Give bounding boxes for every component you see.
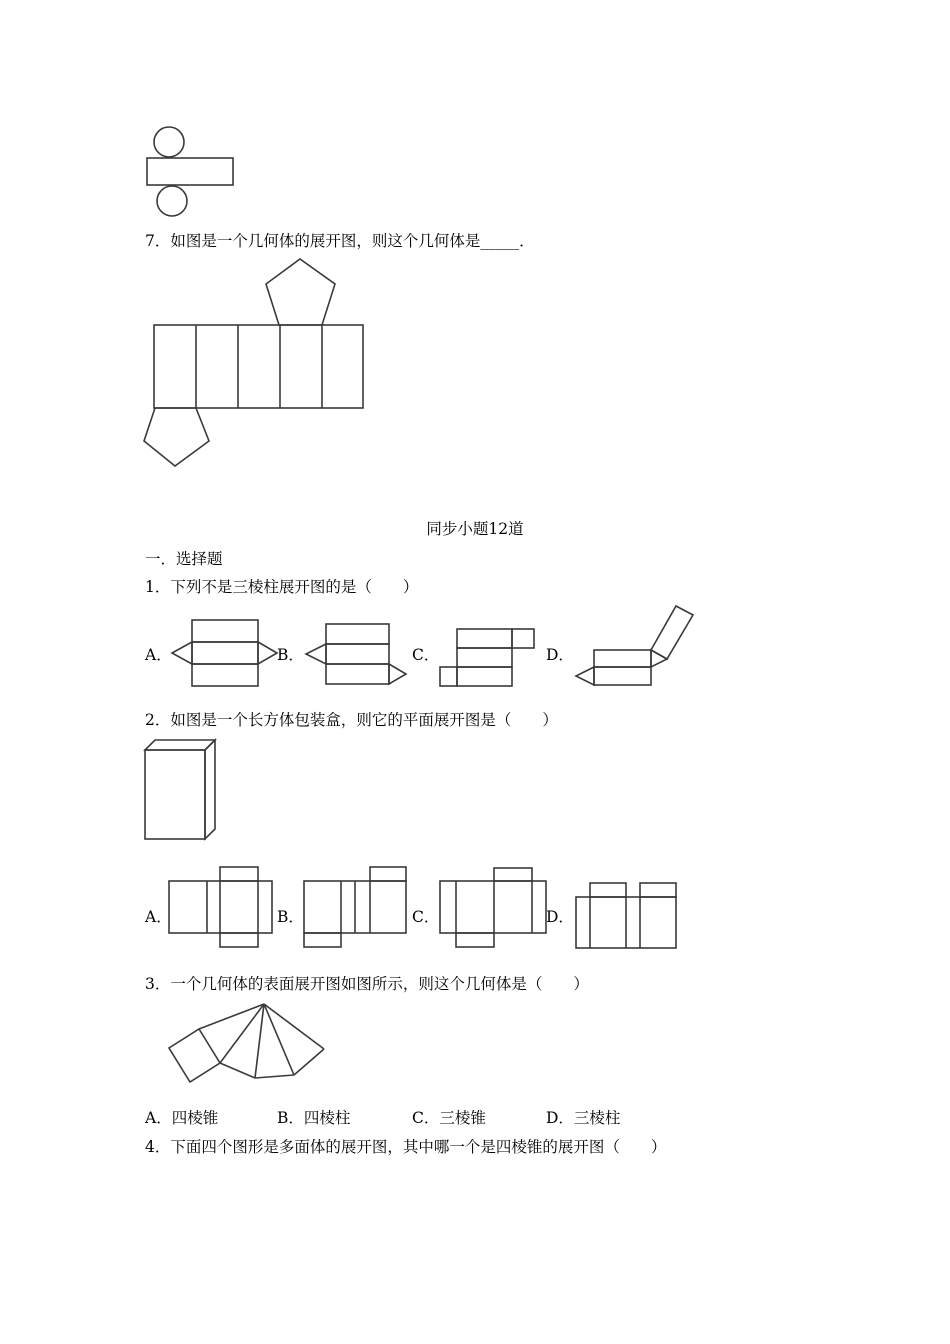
q3-option-b[interactable]: B．四棱柱	[277, 1109, 351, 1127]
question-1-text: 1．下列不是三棱柱展开图的是（ ）	[145, 578, 419, 596]
question-4-text: 4．下面四个图形是多面体的展开图，其中哪一个是四棱锥的展开图（ ）	[145, 1138, 667, 1156]
q3-option-c[interactable]: C．三棱锥	[412, 1109, 486, 1127]
question-3-text: 3．一个几何体的表面展开图如图所示，则这个几何体是（ ）	[145, 975, 589, 993]
q1-option-d-label[interactable]: D．	[546, 646, 574, 664]
q2-option-c-label[interactable]: C．	[412, 908, 440, 926]
q3-option-a[interactable]: A．四棱锥	[145, 1109, 219, 1127]
q3-option-d[interactable]: D．三棱柱	[546, 1109, 621, 1127]
q3-square-face	[169, 1029, 220, 1082]
q2-option-b-label[interactable]: B．	[277, 908, 304, 926]
question-7-text: 7．如图是一个几何体的展开图，则这个几何体是_____．	[145, 232, 535, 250]
q1-option-c-label[interactable]: C．	[412, 646, 440, 664]
q2-option-d-label[interactable]: D．	[546, 908, 574, 926]
question-2-text: 2．如图是一个长方体包装盒，则它的平面展开图是（ ）	[145, 711, 558, 729]
q2-option-a-label[interactable]: A．	[145, 908, 172, 926]
q1-option-b-label[interactable]: B．	[277, 646, 304, 664]
q1-option-a-label[interactable]: A．	[145, 646, 172, 664]
section-subtitle: 一．选择题	[145, 550, 223, 568]
section-title: 同步小题12道	[426, 520, 524, 538]
